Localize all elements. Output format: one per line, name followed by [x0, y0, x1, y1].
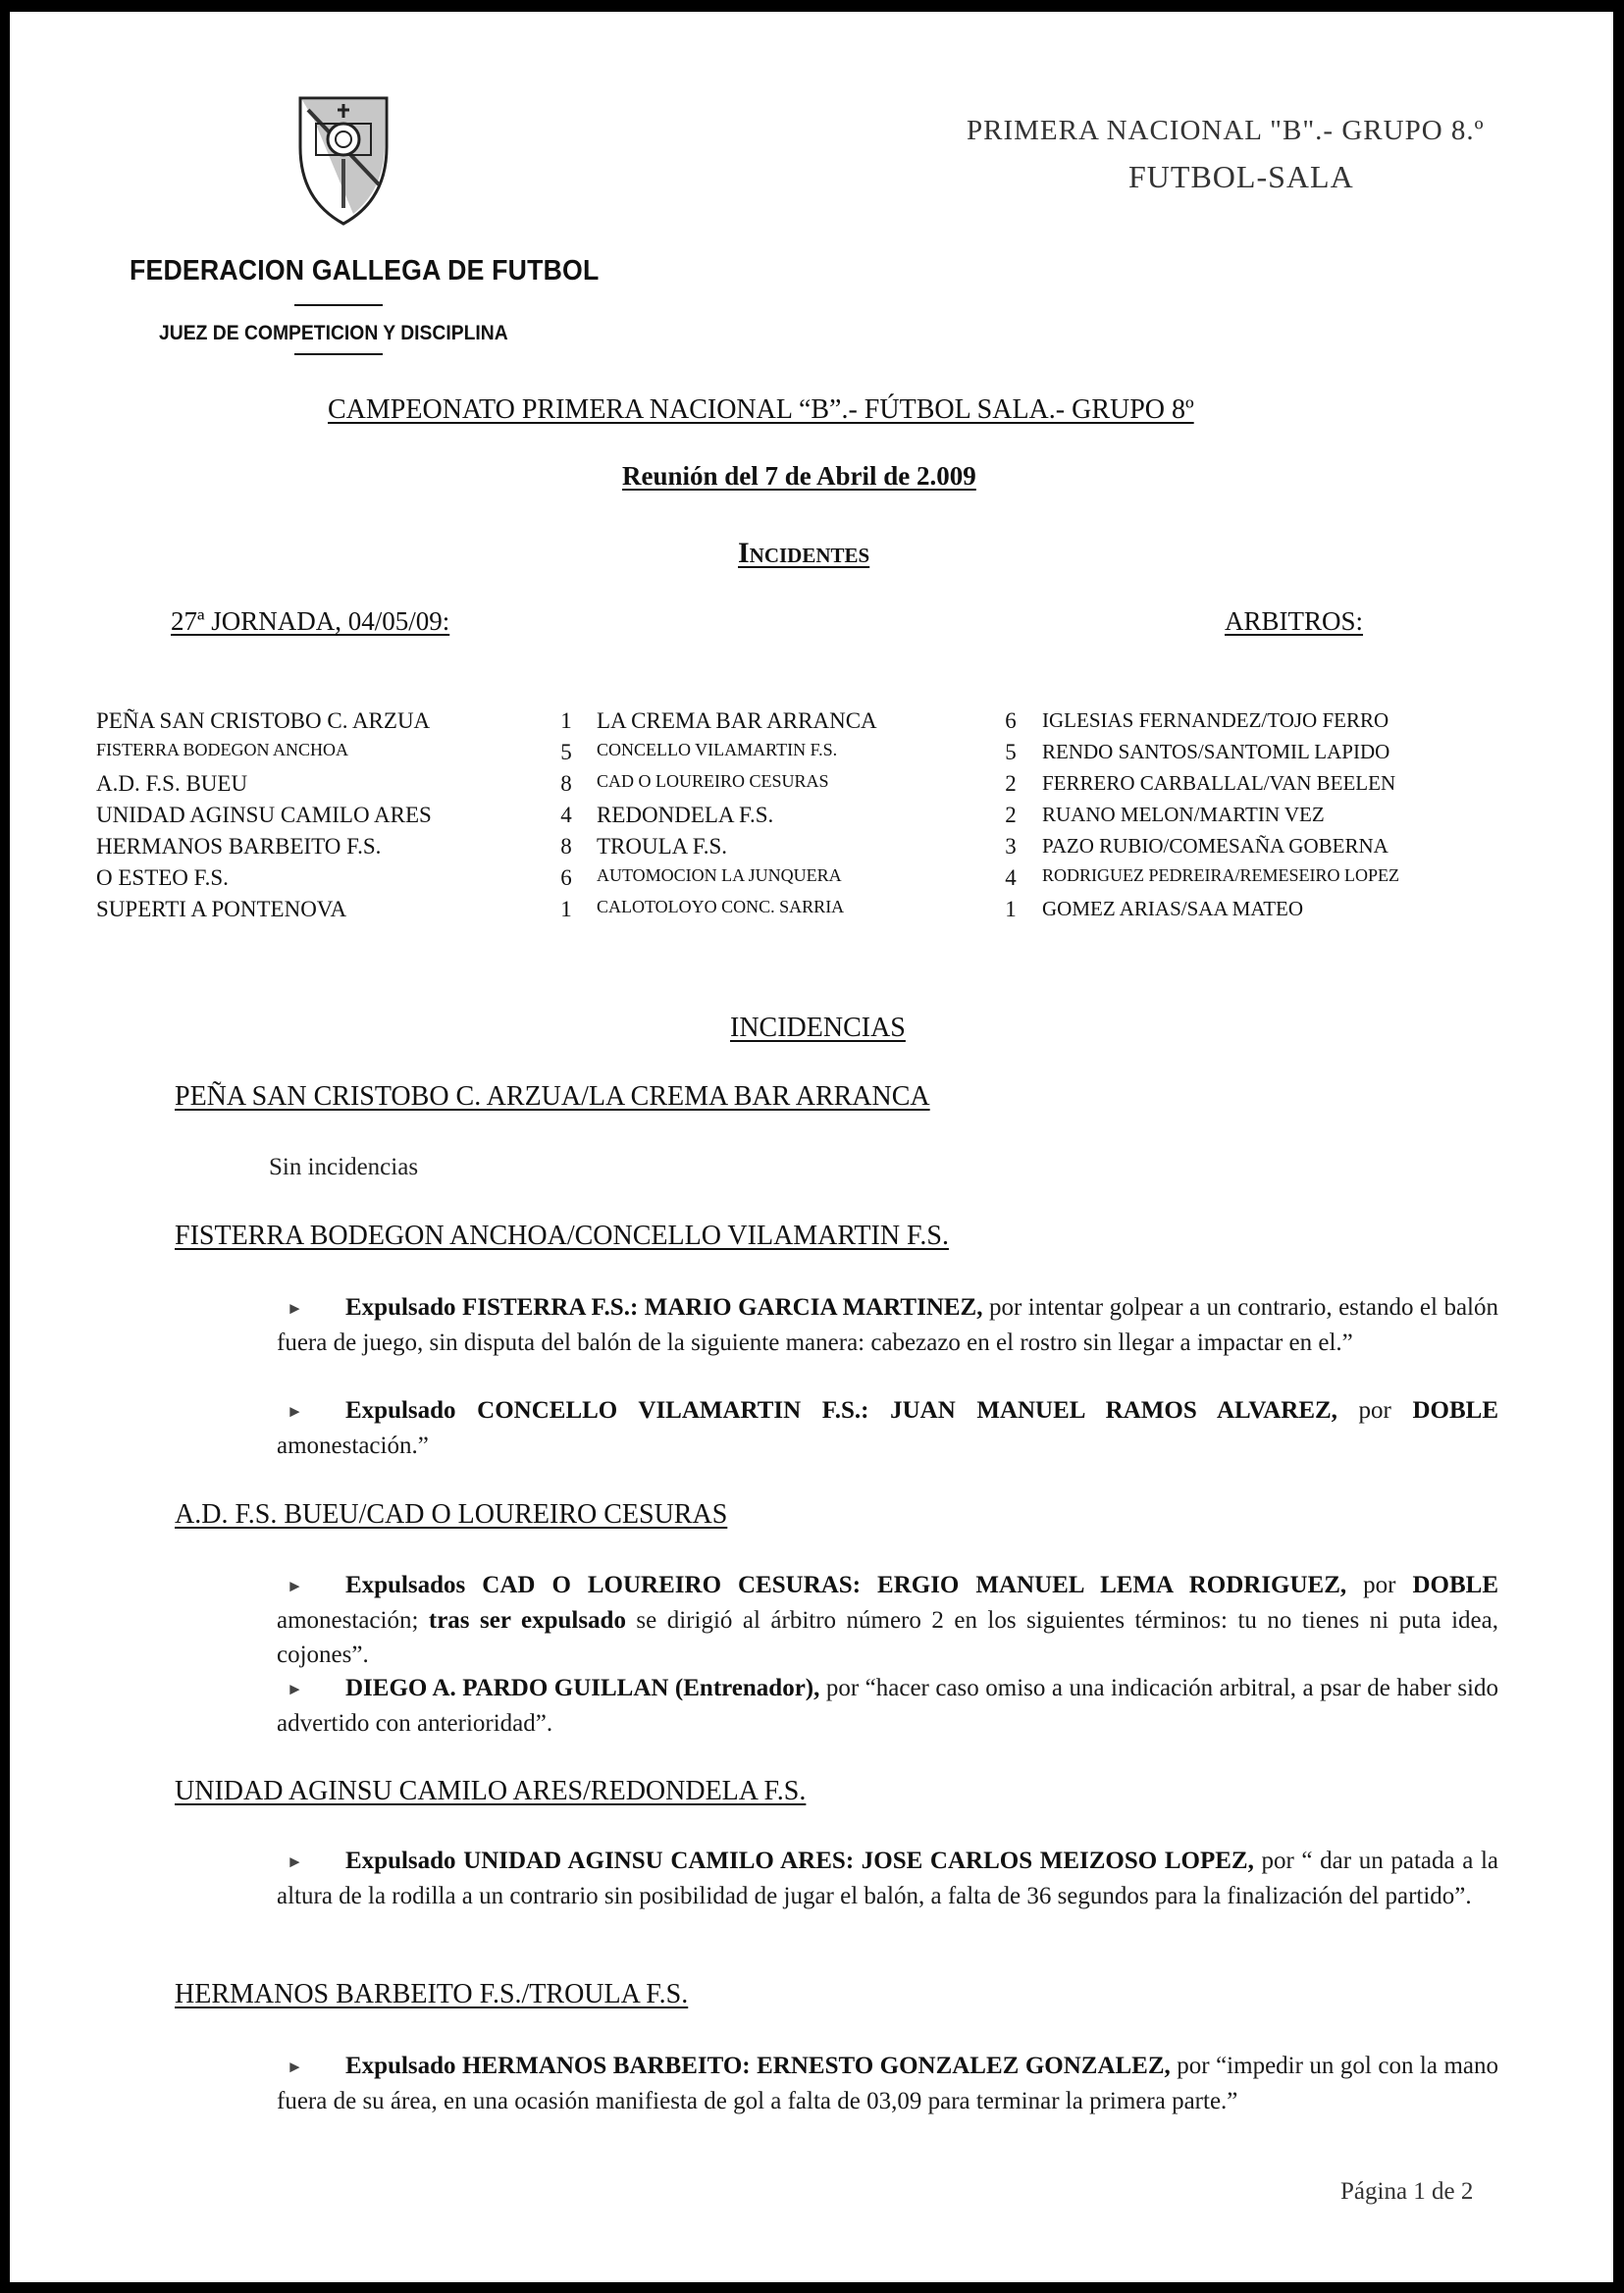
incident-match-title: PEÑA SAN CRISTOBO C. ARZUA/LA CREMA BAR ARRANCA: [175, 1081, 930, 1112]
referees: RENDO SANTOS/SANTOMIL LAPIDO: [1042, 740, 1390, 763]
referees: RODRIGUEZ PEDREIRA/REMESEIRO LOPEZ: [1042, 865, 1399, 885]
home-score: 6: [560, 865, 572, 890]
referees: IGLESIAS FERNANDEZ/TOJO FERRO: [1042, 708, 1389, 732]
championship-title: CAMPEONATO PRIMERA NACIONAL “B”.- FÚTBOL SALA.- GRUPO 8º: [328, 394, 1194, 425]
match-result-row: [10, 897, 1613, 927]
away-score: 3: [1005, 834, 1017, 859]
referees: RUANO MELON/MARTIN VEZ: [1042, 803, 1325, 826]
federation-crest-logo: [294, 90, 393, 228]
incident-paragraph: ► Expulsados CAD O LOUREIRO CESURAS: ERGIO MANUEL LEMA RODRIGUEZ, por DOBLE amonestación; tras ser expulsado se dirigió al árbitro número 2 en los siguientes términos: tu no tienes ni puta idea, cojones”.: [277, 1568, 1498, 1672]
away-score: 2: [1005, 803, 1017, 827]
match-result-row: [10, 803, 1613, 833]
away-score: 6: [1005, 708, 1017, 733]
sport-line: FUTBOL-SALA: [1128, 159, 1354, 194]
home-team: FISTERRA BODEGON ANCHOA: [96, 740, 349, 759]
page-number: Página 1 de 2: [1340, 2178, 1474, 2205]
away-team: LA CREMA BAR ARRANCA: [597, 708, 877, 733]
incident-match-title: UNIDAD AGINSU CAMILO ARES/REDONDELA F.S.: [175, 1776, 807, 1806]
incident-paragraph: ► Expulsado CONCELLO VILAMARTIN F.S.: JUAN MANUEL RAMOS ALVAREZ, por DOBLE amonestación.”: [277, 1393, 1498, 1463]
jornada-heading: 27ª JORNADA, 04/05/09:: [171, 606, 450, 636]
away-score: 4: [1005, 865, 1017, 890]
away-team: CONCELLO VILAMARTIN F.S.: [597, 740, 838, 759]
home-team: HERMANOS BARBEITO F.S.: [96, 834, 382, 859]
divider: [294, 304, 383, 306]
match-result-row: [10, 771, 1613, 802]
away-team: CALOTOLOYO CONC. SARRIA: [597, 897, 845, 916]
bullet-arrow-icon: ►: [287, 1402, 303, 1421]
section-title: Incidentes: [738, 537, 870, 569]
bullet-arrow-icon: ►: [287, 2058, 303, 2076]
meeting-date: Reunión del 7 de Abril de 2.009: [622, 461, 976, 491]
bullet-arrow-icon: ►: [287, 1299, 303, 1318]
away-team: REDONDELA F.S.: [597, 803, 774, 827]
away-team: CAD O LOUREIRO CESURAS: [597, 771, 829, 791]
away-score: 5: [1005, 740, 1017, 764]
federation-name: FEDERACION GALLEGA DE FUTBOL: [130, 255, 600, 287]
match-result-row: [10, 708, 1613, 739]
document-page: [10, 12, 1613, 2282]
home-score: 4: [560, 803, 572, 827]
away-team: TROULA F.S.: [597, 834, 727, 859]
home-team: A.D. F.S. BUEU: [96, 771, 248, 796]
referees-heading: ARBITROS:: [1225, 606, 1364, 636]
bullet-arrow-icon: ►: [287, 1852, 303, 1871]
home-team: PEÑA SAN CRISTOBO C. ARZUA: [96, 708, 431, 733]
referees: PAZO RUBIO/COMESAÑA GOBERNA: [1042, 834, 1388, 858]
incident-text: Sin incidencias: [269, 1154, 419, 1180]
incident-match-title: FISTERRA BODEGON ANCHOA/CONCELLO VILAMARTIN F.S.: [175, 1221, 949, 1251]
match-result-row: [10, 740, 1613, 770]
home-team: UNIDAD AGINSU CAMILO ARES: [96, 803, 432, 827]
league-line: PRIMERA NACIONAL "B".- GRUPO 8.º: [967, 115, 1485, 146]
away-score: 1: [1005, 897, 1017, 921]
referees: GOMEZ ARIAS/SAA MATEO: [1042, 897, 1304, 920]
home-score: 8: [560, 834, 572, 859]
incident-paragraph: ► DIEGO A. PARDO GUILLAN (Entrenador), por “hacer caso omiso a una indicación arbitral, a psar de haber sido advertido con anterioridad”.: [277, 1671, 1498, 1741]
incident-match-title: HERMANOS BARBEITO F.S./TROULA F.S.: [175, 1979, 689, 2009]
home-team: SUPERTI A PONTENOVA: [96, 897, 347, 921]
match-result-row: [10, 834, 1613, 864]
divider: [294, 353, 383, 355]
match-result-row: [10, 865, 1613, 896]
bullet-arrow-icon: ►: [287, 1577, 303, 1595]
incident-paragraph: ► Expulsado HERMANOS BARBEITO: ERNESTO GONZALEZ GONZALEZ, por “impedir un gol con la mano fuera de su área, en una ocasión manifiesta de gol a falta de 03,09 para terminar la primera parte.”: [277, 2049, 1498, 2118]
incidencias-heading: INCIDENCIAS: [730, 1013, 906, 1043]
referees: FERRERO CARBALLAL/VAN BEELEN: [1042, 771, 1396, 795]
home-score: 1: [560, 897, 572, 921]
bullet-arrow-icon: ►: [287, 1680, 303, 1698]
home-team: O ESTEO F.S.: [96, 865, 229, 890]
home-score: 5: [560, 740, 572, 764]
away-score: 2: [1005, 771, 1017, 796]
incident-paragraph: ► Expulsado UNIDAD AGINSU CAMILO ARES: JOSE CARLOS MEIZOSO LOPEZ, por “ dar un patada a la altura de la rodilla a un contrario sin posibilidad de jugar el balón, a falta de 36 segundos para la finalización del partido”.: [277, 1844, 1498, 1913]
department-name: JUEZ DE COMPETICION Y DISCIPLINA: [159, 322, 508, 344]
incident-match-title: A.D. F.S. BUEU/CAD O LOUREIRO CESURAS: [175, 1499, 728, 1530]
incident-paragraph: ► Expulsado FISTERRA F.S.: MARIO GARCIA MARTINEZ, por intentar golpear a un contrario, estando el balón fuera de juego, sin disputa del balón de la siguiente manera: cabezazo en el rostro sin llegar a impactar en el.”: [277, 1290, 1498, 1360]
away-team: AUTOMOCION LA JUNQUERA: [597, 865, 842, 885]
home-score: 1: [560, 708, 572, 733]
home-score: 8: [560, 771, 572, 796]
